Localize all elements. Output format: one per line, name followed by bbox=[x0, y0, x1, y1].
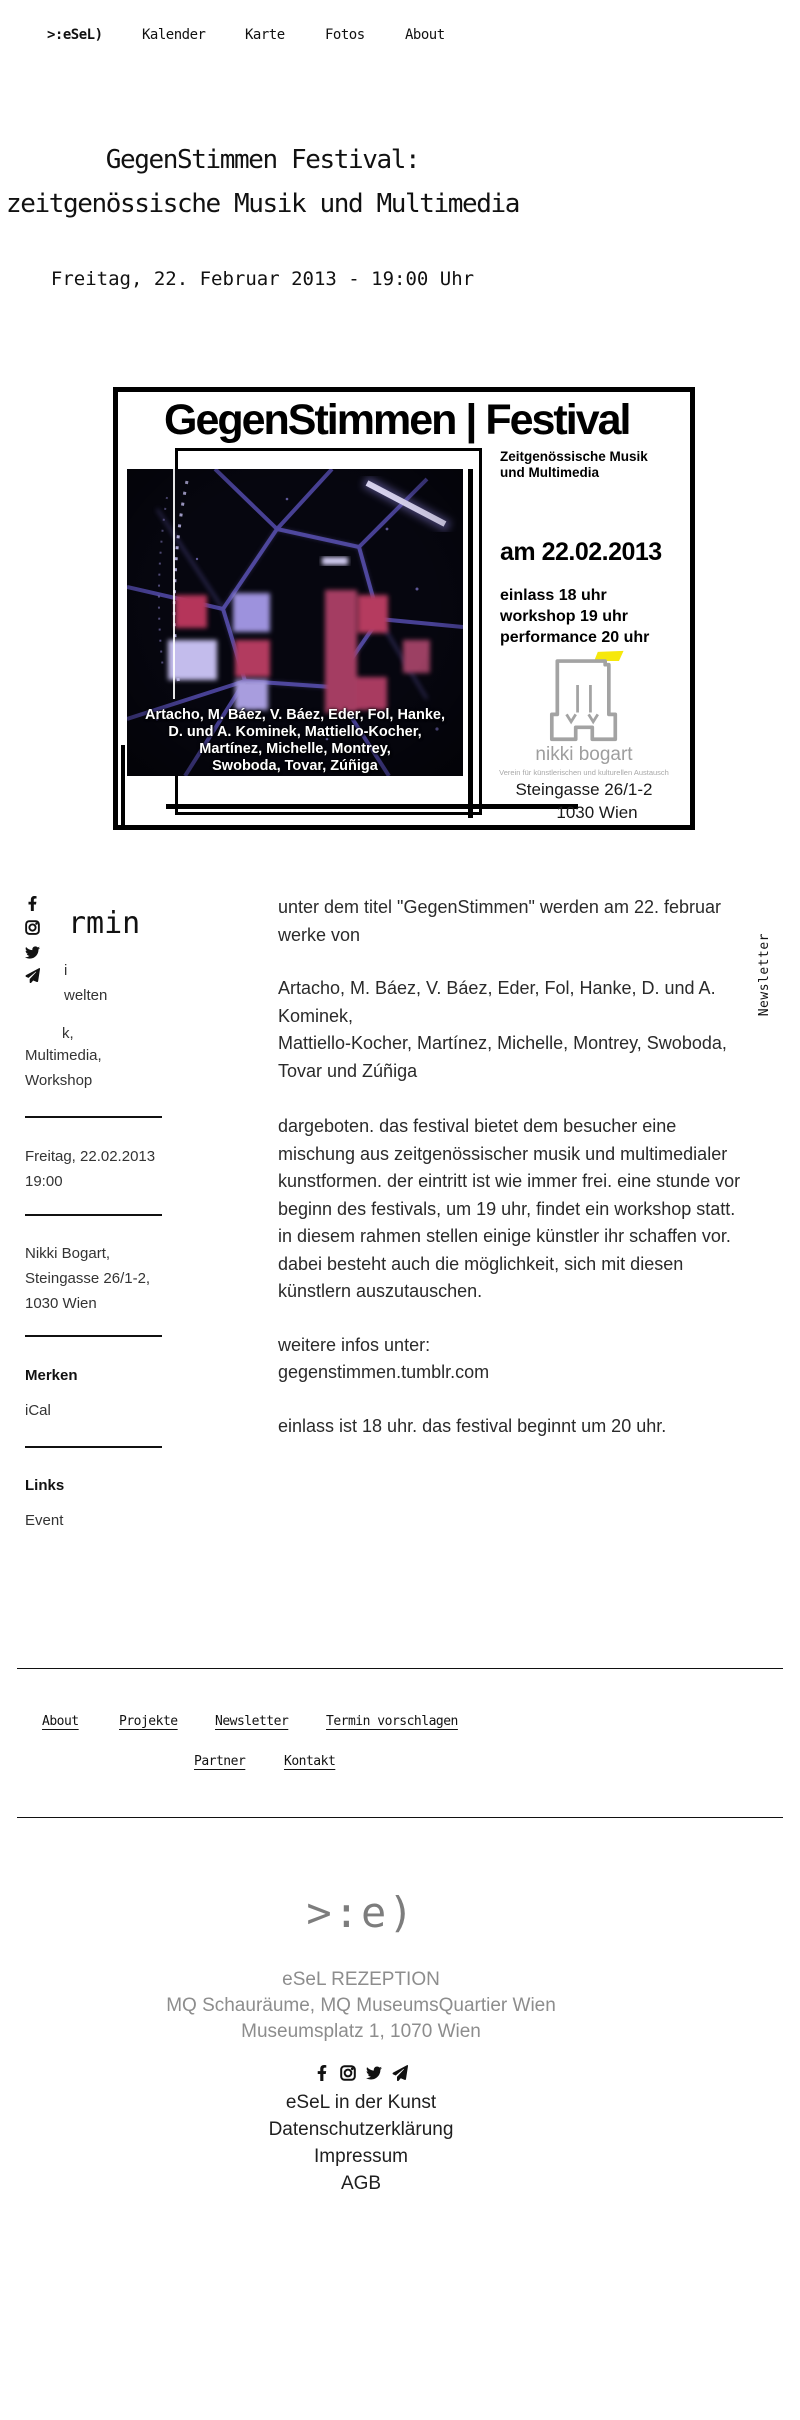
poster-times: einlass 18 uhr workshop 19 uhr performance 20 uhr bbox=[500, 587, 650, 646]
footer-org-name: eSeL REZEPTION bbox=[282, 1969, 440, 1990]
sidebar-event-location: Nikki Bogart, Steingasse 26/1-2, 1030 Wien bbox=[25, 1245, 151, 1312]
venue-tagline: Verein für künstlerischen und kulturellen Austausch bbox=[499, 768, 669, 777]
poster-frame-overlay-line bbox=[173, 469, 175, 699]
footer-nav-kontakt[interactable]: Kontakt bbox=[284, 1754, 336, 1769]
links-heading: Links bbox=[25, 1477, 65, 1494]
poster-decor-vertical-line bbox=[468, 469, 473, 818]
festival-poster-image[interactable] bbox=[113, 387, 695, 830]
sidebar-tag-fragment: k, bbox=[62, 1025, 74, 1042]
sidebar-tag-fragment: welten bbox=[64, 987, 108, 1004]
ical-link[interactable]: iCal bbox=[25, 1402, 51, 1419]
footer-bottom-divider bbox=[17, 1817, 783, 1818]
nav-item-about[interactable]: About bbox=[405, 27, 445, 43]
footer-link-impressum[interactable]: Impressum bbox=[314, 2146, 408, 2167]
poster-concert-photo bbox=[127, 469, 463, 776]
footer-nav-projekte[interactable]: Projekte bbox=[119, 1714, 178, 1729]
sidebar-tag-fragment: Multimedia, bbox=[25, 1047, 102, 1064]
footer-address-1: MQ Schauräume, MQ MuseumsQuartier Wien bbox=[166, 1995, 556, 2016]
facebook-icon[interactable] bbox=[25, 896, 40, 911]
article-paragraph-3: dargeboten. das festival bietet dem besucher eine mischung aus zeitgenössischer musik und multimedialer kunstformen. der eintritt ist wie immer frei. eine stunde vor beginn des festivals, um 19 uhr, findet ein workshop statt. in diesem rahmen stellen einige künstler ihr schaffen vor. dabei besteht auch die möglichkeit, sich mit diesen künstlern auszutauschen. bbox=[278, 1116, 741, 1301]
page-title bbox=[0, 138, 525, 226]
nav-item-kalender[interactable]: Kalender bbox=[142, 27, 206, 43]
twitter-icon[interactable] bbox=[366, 2065, 382, 2081]
poster-title: GegenStimmen | Festival bbox=[164, 396, 630, 444]
footer-link-esel-in-der-kunst[interactable]: eSeL in der Kunst bbox=[285, 2092, 437, 2113]
sidebar-tag-fragment: Workshop bbox=[25, 1072, 93, 1089]
tumblr-link[interactable]: gegenstimmen.tumblr.com bbox=[278, 1362, 490, 1382]
title-line-2: zeitgenössische Musik und Multimedia bbox=[5, 189, 520, 219]
facebook-icon[interactable] bbox=[314, 2065, 330, 2081]
title-line-1: GegenStimmen Festival: bbox=[105, 145, 420, 175]
sidebar-divider bbox=[25, 1214, 162, 1216]
footer-link-datenschutz[interactable]: Datenschutzerklärung bbox=[268, 2119, 454, 2140]
article-paragraph-1: unter dem titel "GegenStimmen" werden am 22. februar werke von bbox=[278, 897, 721, 945]
site-logo[interactable]: >:eSeL) bbox=[47, 27, 103, 43]
poster-decor-left-line bbox=[121, 745, 125, 825]
newsletter-tab[interactable]: Newsletter bbox=[757, 933, 772, 1017]
venue-name: nikki bogart bbox=[535, 744, 633, 765]
sidebar-divider bbox=[25, 1116, 162, 1118]
footer-nav-partner[interactable]: Partner bbox=[194, 1754, 246, 1769]
article-body bbox=[278, 894, 743, 1466]
venue-address-2: 1030 Wien bbox=[556, 803, 638, 822]
sidebar-divider bbox=[25, 1446, 162, 1448]
sidebar-heading-fragment: rmin bbox=[68, 906, 141, 941]
nikki-bogart-logo-icon bbox=[540, 650, 628, 742]
nav-item-karte[interactable]: Karte bbox=[245, 27, 285, 43]
event-link[interactable]: Event bbox=[25, 1512, 64, 1529]
poster-subtitle: Zeitgenössische Musik und Multimedia bbox=[500, 449, 648, 480]
poster-date: am 22.02.2013 bbox=[500, 538, 662, 566]
footer-logo[interactable]: >:e) bbox=[306, 1888, 416, 1937]
footer-links bbox=[0, 2089, 722, 2197]
sidebar-event-datetime: Freitag, 22.02.2013 19:00 bbox=[25, 1148, 156, 1190]
article-artist-list: Artacho, M. Báez, V. Báez, Eder, Fol, Hanke, D. und A. Kominek, Mattiello-Kocher, Martínez, Michelle, Montrey, Swoboda, Tovar und Zúñiga bbox=[278, 978, 727, 1081]
footer-nav-termin-vorschlagen[interactable]: Termin vorschlagen bbox=[326, 1714, 458, 1729]
venue-block bbox=[493, 650, 675, 823]
event-date-line: Freitag, 22. Februar 2013 - 19:00 Uhr bbox=[50, 268, 475, 290]
footer-nav-newsletter[interactable]: Newsletter bbox=[215, 1714, 289, 1729]
footer-top-divider bbox=[17, 1668, 783, 1669]
telegram-icon[interactable] bbox=[392, 2065, 408, 2081]
poster-artist-list: Artacho, M. Báez, V. Báez, Eder, Fol, Hanke, D. und A. Kominek, Mattiello-Kocher, Martínez, Michelle, Montrey, Swoboda, Tovar, Zúñiga bbox=[144, 707, 446, 774]
article-paragraph-5: einlass ist 18 uhr. das festival beginnt um 20 uhr. bbox=[278, 1415, 667, 1436]
merken-heading: Merken bbox=[25, 1367, 78, 1384]
footer bbox=[0, 1888, 722, 2197]
footer-address-2: Museumsplatz 1, 1070 Wien bbox=[241, 2021, 481, 2042]
instagram-icon[interactable] bbox=[340, 2065, 356, 2081]
venue-address-1: Steingasse 26/1-2 bbox=[515, 780, 653, 799]
footer-link-agb[interactable]: AGB bbox=[340, 2173, 382, 2194]
sidebar-tag-fragment: i bbox=[64, 962, 68, 979]
footer-nav-about[interactable]: About bbox=[42, 1714, 79, 1729]
nav-item-fotos[interactable]: Fotos bbox=[325, 27, 365, 43]
article-info-block: weitere infos unter: gegenstimmen.tumblr.com bbox=[278, 1334, 490, 1382]
telegram-icon[interactable] bbox=[25, 968, 40, 983]
footer-social-icons bbox=[0, 2065, 722, 2081]
instagram-icon[interactable] bbox=[25, 920, 40, 935]
sidebar-divider bbox=[25, 1335, 162, 1337]
twitter-icon[interactable] bbox=[25, 945, 40, 960]
